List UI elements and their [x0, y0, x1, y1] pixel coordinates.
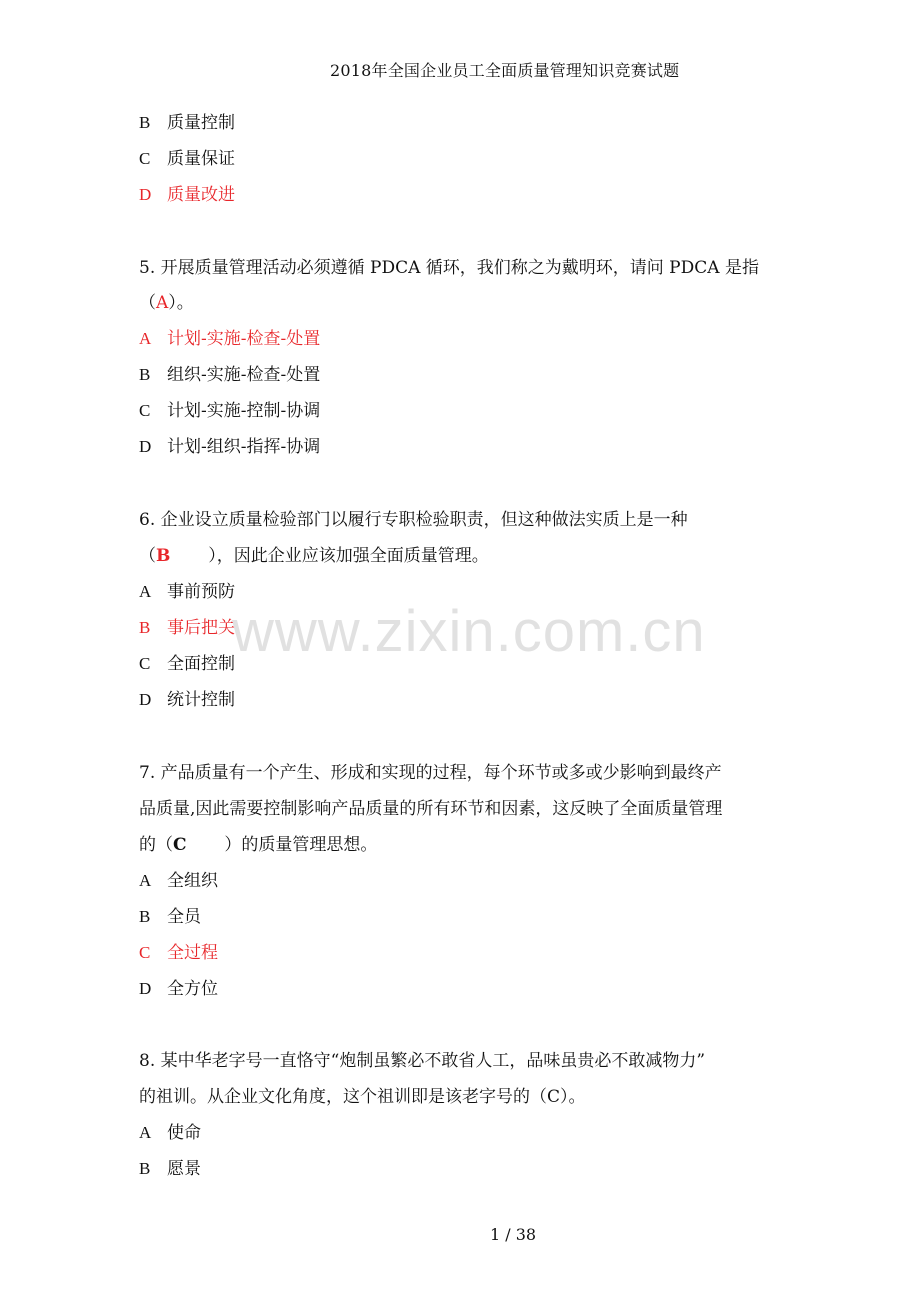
q7-option-d — [139, 979, 218, 999]
option-letter: C — [139, 943, 151, 962]
paren-open: （ — [139, 546, 156, 566]
option-letter: D — [139, 185, 152, 204]
q7-option-c-correct — [139, 943, 218, 963]
option-letter: A — [139, 329, 152, 348]
stem-prefix: 的（ — [139, 835, 173, 855]
option-letter: B — [139, 907, 151, 926]
option-text: 事后把关 — [167, 618, 235, 638]
q5-stem-line1: 5. 开展质量管理活动必须遵循 PDCA 循环，我们称之为戴明环，请问 PDCA 是指 — [139, 258, 759, 278]
q5-stem-line2 — [139, 293, 194, 313]
q8-option-b — [139, 1159, 201, 1179]
q6-stem-line2 — [139, 546, 489, 566]
option-letter: A — [139, 582, 152, 601]
q6-option-d — [139, 690, 235, 710]
option-letter: B — [139, 113, 151, 132]
page-number: 1 / 38 — [490, 1225, 537, 1244]
q5-option-c — [139, 401, 320, 421]
option-text: 事前预防 — [167, 582, 235, 602]
option-text: 全面控制 — [167, 654, 235, 674]
paren-open: （ — [139, 293, 156, 313]
q7-option-b — [139, 907, 201, 927]
q5-option-a-correct — [139, 329, 320, 349]
paren-close: ），因此企业应该加强全面质量管理。 — [170, 546, 489, 566]
q7-option-a — [139, 871, 218, 891]
q8-option-a — [139, 1123, 201, 1143]
option-text: 计划-实施-控制-协调 — [167, 401, 321, 421]
option-text: 质量保证 — [167, 149, 235, 169]
option-letter: B — [139, 618, 151, 637]
q7-stem-line1: 7. 产品质量有一个产生、形成和实现的过程，每个环节或多或少影响到最终产 — [139, 763, 722, 783]
watermark: www.zixin.com.cn — [232, 599, 706, 664]
option-letter: B — [139, 1159, 151, 1178]
option-text: 组织-实施-检查-处置 — [167, 365, 321, 385]
option-text: 愿景 — [167, 1159, 201, 1179]
q5-answer: A — [156, 293, 169, 313]
option-text: 统计控制 — [167, 690, 235, 710]
option-letter: C — [139, 401, 151, 420]
q6-option-b-correct — [139, 618, 235, 638]
option-letter: A — [139, 1123, 152, 1142]
option-text: 使命 — [167, 1123, 201, 1143]
option-text: 计划-实施-检查-处置 — [167, 329, 321, 349]
q6-option-c — [139, 654, 235, 674]
q7-stem-line2: 品质量,因此需要控制影响产品质量的所有环节和因素，这反映了全面质量管理 — [139, 799, 723, 819]
option-letter: D — [139, 437, 152, 456]
q6-answer: B — [156, 546, 171, 566]
q5-option-b — [139, 365, 320, 385]
option-text: 计划-组织-指挥-协调 — [167, 437, 321, 457]
q6-stem-line1: 6. 企业设立质量检验部门以履行专职检验职责，但这种做法实质上是一种 — [139, 510, 688, 530]
q7-stem-line3 — [139, 835, 377, 855]
stem-suffix: ）的质量管理思想。 — [186, 835, 378, 855]
option-text: 全过程 — [167, 943, 218, 963]
q8-stem-line1: 8. 某中华老字号一直恪守“炮制虽繁必不敢省人工，品味虽贵必不敢减物力” — [139, 1051, 706, 1071]
q7-answer: C — [173, 835, 187, 855]
option-letter: C — [139, 654, 151, 673]
option-text: 全组织 — [167, 871, 218, 891]
option-text: 全员 — [167, 907, 201, 927]
q5-option-d — [139, 437, 320, 457]
q6-option-a — [139, 582, 235, 602]
option-text: 全方位 — [167, 979, 218, 999]
option-letter: D — [139, 979, 152, 998]
document-header: 2018年全国企业员工全面质量管理知识竞赛试题 — [330, 61, 680, 80]
option-letter: C — [139, 149, 151, 168]
option-letter: A — [139, 871, 152, 890]
option-letter: D — [139, 690, 152, 709]
q4-option-c — [139, 149, 235, 169]
q4-option-b — [139, 113, 235, 133]
q4-option-d-correct — [139, 185, 235, 205]
option-text: 质量改进 — [167, 185, 235, 205]
q8-stem-line2: 的祖训。从企业文化角度，这个祖训即是该老字号的（C）。 — [139, 1087, 586, 1107]
paren-close: ）。 — [168, 293, 194, 313]
option-letter: B — [139, 365, 151, 384]
option-text: 质量控制 — [167, 113, 235, 133]
